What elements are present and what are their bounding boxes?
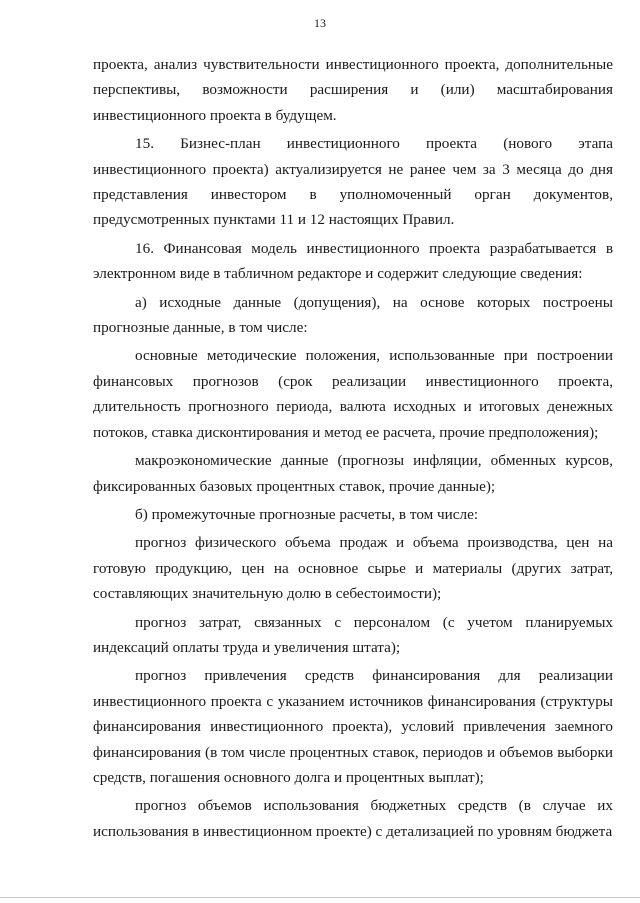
paragraph-16: 16. Финансовая модель инвестиционного проекта разрабатывается в электронном виде в табличном редакторе и содержит следующие сведения: — [93, 239, 613, 283]
paragraph-15: 15. Бизнес-план инвестиционного проекта (нового этапа инвестиционного проекта) актуализируется не ранее чем за 3 месяца до дня представления инвестором в уполномоченный орган документов, предусмотренных пунктами 11 и 12 настоящих Правил. — [93, 135, 613, 229]
document-body — [93, 52, 613, 844]
paragraph-continuation: проекта, анализ чувствительности инвестиционного проекта, дополнительные перспективы, возможности расширения и (или) масштабирования инвестиционного проекта в будущем. — [93, 56, 613, 124]
page-number: 13 — [314, 16, 326, 30]
paragraph-sales-forecast: прогноз физического объема продаж и объема производства, цен на готовую продукцию, цен на основное сырье и материалы (других затрат, составляющих значительную долю в себестоимости); — [93, 534, 613, 603]
paragraph-methodology: основные методические положения, использованные при построении финансовых прогнозов (срок реализации инвестиционного проекта, длительность прогнозного периода, валюта исходных и итоговых денежных потоков, ставка дисконтирования и метод ее расчета, прочие предположения); — [93, 347, 613, 441]
paragraph-16-a: а) исходные данные (допущения), на основе которых построены прогнозные данные, в том числе: — [93, 293, 613, 337]
page-bottom-edge — [0, 897, 640, 898]
paragraph-personnel-forecast: прогноз затрат, связанных с персоналом (с учетом планируемых индексаций оплаты труда и увеличения штата); — [93, 613, 613, 656]
paragraph-macroeconomic: макроэкономические данные (прогнозы инфляции, обменных курсов, фиксированных базовых процентных ставок, прочие данные); — [93, 452, 613, 495]
paragraph-budget-forecast: прогноз объемов использования бюджетных средств (в случае их использования в инвестиционном проекте) с детализацией по уровням бюджета — [93, 797, 613, 840]
paragraph-16-b: б) промежуточные прогнозные расчеты, в том числе: — [135, 505, 479, 523]
paragraph-financing-forecast: прогноз привлечения средств финансирования для реализации инвестиционного проекта с указанием источников финансирования (структуры финансирования инвестиционного проекта), условий привлечения заемного финансирования (в том числе процентных ставок, периодов и объемов выборки средств, погашения основного долга и процентных выплат); — [93, 667, 613, 786]
